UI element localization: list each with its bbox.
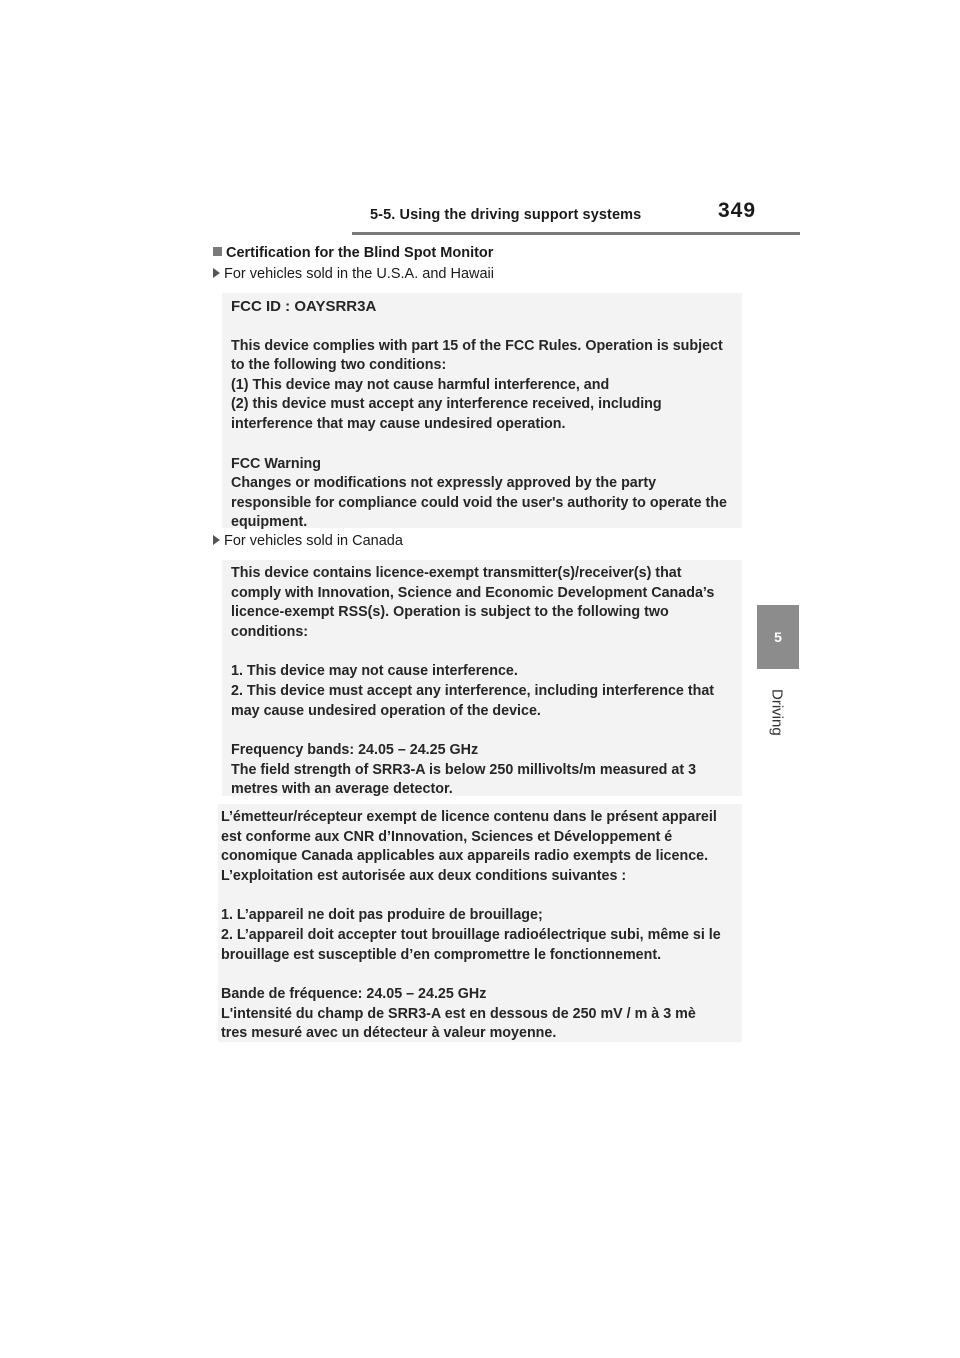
text-line: 2. L’appareil doit accepter tout brouillage radioélectrique subi, même si le: [221, 926, 721, 943]
text-line: est conforme aux CNR d’Innovation, Sciences et Développement é: [221, 828, 673, 845]
us-subheading: [213, 266, 494, 282]
text-line: L'intensité du champ de SRR3-A est en dessous de 250 mV / m à 3 mè: [221, 1005, 696, 1022]
canada-subheading: [213, 533, 403, 549]
text-line: (2) this device must accept any interference received, including: [231, 396, 662, 413]
blank-line: [231, 435, 742, 455]
chapter-label: Driving: [768, 688, 786, 736]
header-divider: [352, 232, 800, 235]
text-line: L’exploitation est autorisée aux deux conditions suivantes :: [221, 867, 627, 884]
text-line: responsible for compliance could void the user's authority to operate the: [231, 494, 727, 511]
text-line: to the following two conditions:: [231, 357, 447, 374]
fcc-id-line: FCC ID : OAYSRR3A: [231, 298, 377, 315]
text-line: This device contains licence-exempt transmitter(s)/receiver(s) that: [231, 565, 682, 581]
text-line: L’émetteur/récepteur exempt de licence contenu dans le présent appareil: [221, 809, 717, 825]
blank-line: [221, 965, 742, 985]
text-line: 1. L’appareil ne doit pas produire de brouillage;: [221, 907, 543, 924]
fcc-warning-heading: FCC Warning: [231, 455, 322, 472]
us-subheading-text: For vehicles sold in the U.S.A. and Hawaii: [224, 266, 494, 282]
text-line: tres mesuré avec un détecteur à valeur moyenne.: [221, 1025, 557, 1042]
blank-line: [231, 317, 742, 337]
page-number: 349: [718, 199, 757, 222]
triangle-bullet-icon: [213, 535, 220, 545]
text-line: 2. This device must accept any interference, including interference that: [231, 682, 715, 699]
chapter-tab: 5: [757, 605, 799, 669]
text-line: Bande de fréquence: 24.05 – 24.25 GHz: [221, 986, 487, 1003]
canada-french-certification-panel: [218, 804, 742, 1042]
canada-subheading-text: For vehicles sold in Canada: [224, 533, 403, 549]
text-line: metres with an average detector.: [231, 781, 453, 798]
section-heading-text: Certification for the Blind Spot Monitor: [226, 245, 494, 261]
text-line: 1. This device may not cause interference.: [231, 663, 518, 680]
text-line: Frequency bands: 24.05 – 24.25 GHz: [231, 742, 479, 759]
blank-line: [231, 642, 742, 662]
square-bullet-icon: [213, 247, 222, 256]
blank-line: [231, 721, 742, 741]
text-line: comply with Innovation, Science and Economic Development Canada’s: [231, 584, 715, 601]
fcc-certification-panel: [222, 293, 742, 531]
running-header-title: 5-5. Using the driving support systems: [370, 207, 642, 223]
text-line: equipment.: [231, 514, 308, 531]
text-line: conomique Canada applicables aux appareils radio exempts de licence.: [221, 848, 709, 865]
text-line: (1) This device may not cause harmful interference, and: [231, 376, 610, 393]
triangle-bullet-icon: [213, 268, 220, 278]
text-line: interference that may cause undesired operation.: [231, 415, 566, 432]
text-line: brouillage est susceptible d’en compromettre le fonctionnement.: [221, 946, 662, 963]
text-line: The field strength of SRR3-A is below 250 millivolts/m measured at 3: [231, 761, 697, 778]
text-line: Changes or modifications not expressly approved by the party: [231, 475, 657, 492]
section-heading: [213, 245, 493, 261]
text-line: This device complies with part 15 of the FCC Rules. Operation is subject: [231, 337, 723, 354]
blank-line: [221, 886, 742, 906]
text-line: may cause undesired operation of the device.: [231, 702, 541, 719]
canada-certification-panel: [222, 560, 742, 796]
text-line: licence-exempt RSS(s). Operation is subject to the following two: [231, 604, 669, 621]
text-line: conditions:: [231, 623, 309, 640]
